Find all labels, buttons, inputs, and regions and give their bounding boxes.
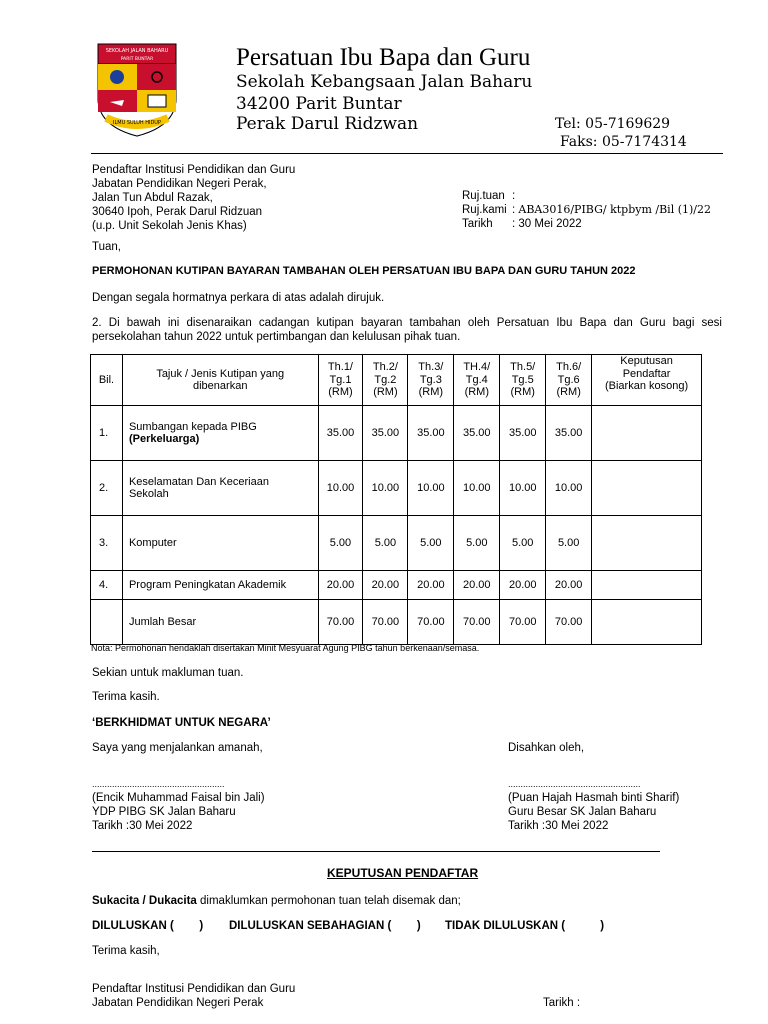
sukacita-text: Sukacita / Dukacita dimaklumkan permohonan tuan telah disemak dan; [92, 895, 461, 907]
svg-text:ILMU SULUH HIDUP: ILMU SULUH HIDUP [113, 120, 161, 126]
fee-table [90, 354, 702, 645]
fax: Faks: 05-7174314 [560, 134, 687, 150]
header-th5: Th.5/ Tg.5 (RM) [500, 355, 546, 406]
option-tidak-diluluskan: TIDAK DILULUSKAN ( ) [445, 920, 605, 932]
header-th6: Th.6/ Tg.6 (RM) [546, 355, 592, 406]
org-title: Persatuan Ibu Bapa dan Guru [236, 44, 531, 71]
table-row: 4. Program Peningkatan Akademik 20.00 20.00 20.00 20.00 20.00 20.00 [91, 571, 702, 600]
school-state: Perak Darul Ridzwan [236, 114, 419, 134]
disahkan-text: Disahkan oleh, [508, 742, 585, 754]
footer-tarikh: Tarikh : [543, 997, 581, 1009]
signatory-left: (Encik Muhammad Faisal bin Jali) YDP PIBG SK Jalan Baharu Tarikh :30 Mei 2022 [92, 792, 265, 832]
keputusan-title: KEPUTUSAN PENDAFTAR [327, 866, 479, 880]
option-diluluskan: DILULUSKAN ( ) [92, 920, 204, 932]
header-bil: Bil. [91, 355, 123, 406]
header-keputusan: Keputusan Pendaftar (Biarkan kosong) [592, 355, 702, 406]
signature-line-right: ..................................................... [508, 779, 641, 789]
header-th1: Th.1/ Tg.1 (RM) [318, 355, 363, 406]
svg-text:SEKOLAH JALAN BAHARU: SEKOLAH JALAN BAHARU [105, 48, 169, 54]
reference-block: Ruj.tuan : Ruj.kami : ABA3016/PIBG/ ktpbym /Bil (1)/22 Tarikh : 30 Mei 2022 [462, 190, 712, 230]
footer-registrar: Pendaftar Institusi Pendidikan dan Guru Jabatan Pendidikan Negeri Perak [92, 983, 296, 1009]
header-tajuk: Tajuk / Jenis Kutipan yang dibenarkan [122, 355, 318, 406]
motto: ‘BERKHIDMAT UNTUK NEGARA’ [92, 717, 271, 729]
keputusan-terima-kasih: Terima kasih, [92, 945, 160, 957]
svg-text:PARIT BUNTAR: PARIT BUNTAR [120, 57, 154, 62]
table-row: 3. Komputer 5.00 5.00 5.00 5.00 5.00 5.00 [91, 516, 702, 571]
para-1: Dengan segala hormatnya perkara di atas adalah dirujuk. [92, 292, 385, 304]
header-divider [91, 153, 723, 154]
sekian-text: Sekian untuk makluman tuan. [92, 667, 244, 679]
terima-kasih: Terima kasih. [92, 691, 160, 703]
school-name: Sekolah Kebangsaan Jalan Baharu [236, 72, 533, 92]
para-2: 2. Di bawah ini disenaraikan cadangan kutipan bayaran tambahan oleh Persatuan Ibu Bapa dan Guru bagi sesi persekolahan tahun 2022 untuk pertimbangan dan kelulusan pihak tuan. [92, 317, 722, 343]
table-row: 2. Keselamatan Dan Keceriaan Sekolah 10.00 10.00 10.00 10.00 10.00 10.00 [91, 461, 702, 516]
telephone: Tel: 05-7169629 [555, 116, 671, 132]
amanah-text: Saya yang menjalankan amanah, [92, 742, 263, 754]
table-header-row [91, 355, 702, 406]
recipient-address: Pendaftar Institusi Pendidikan dan Guru Jabatan Pendidikan Negeri Perak, Jalan Tun Abdul Razak, 30640 Ipoh, Perak Darul Ridzuan (u.p. Unit Sekolah Jenis Khas) [92, 164, 296, 232]
school-postcode: 34200 Parit Buntar [236, 94, 402, 114]
section-divider [92, 851, 660, 852]
table-note: Nota: Permohonan hendaklah disertakan Minit Mesyuarat Agung PIBG tahun berkenaan/semasa. [91, 643, 480, 653]
table-total-row: Jumlah Besar 70.00 70.00 70.00 70.00 70.00 70.00 [91, 600, 702, 645]
option-sebahagian: DILULUSKAN SEBAHAGIAN ( ) [229, 920, 421, 932]
header-th2: Th.2/ Tg.2 (RM) [363, 355, 408, 406]
signatory-right: (Puan Hajah Hasmah binti Sharif) Guru Besar SK Jalan Baharu Tarikh :30 Mei 2022 [508, 792, 680, 832]
school-logo [92, 40, 182, 138]
table-row: 1. Sumbangan kepada PIBG (Perkeluarga) 35.00 35.00 35.00 35.00 35.00 35.00 [91, 406, 702, 461]
signature-line-left: ..................................................... [92, 779, 225, 789]
letter-subject: PERMOHONAN KUTIPAN BAYARAN TAMBAHAN OLEH PERSATUAN IBU BAPA DAN GURU TAHUN 2022 [92, 265, 636, 277]
header-th4: TH.4/ Tg.4 (RM) [454, 355, 500, 406]
salutation: Tuan, [92, 241, 121, 253]
header-th3: Th.3/ Tg.3 (RM) [408, 355, 454, 406]
